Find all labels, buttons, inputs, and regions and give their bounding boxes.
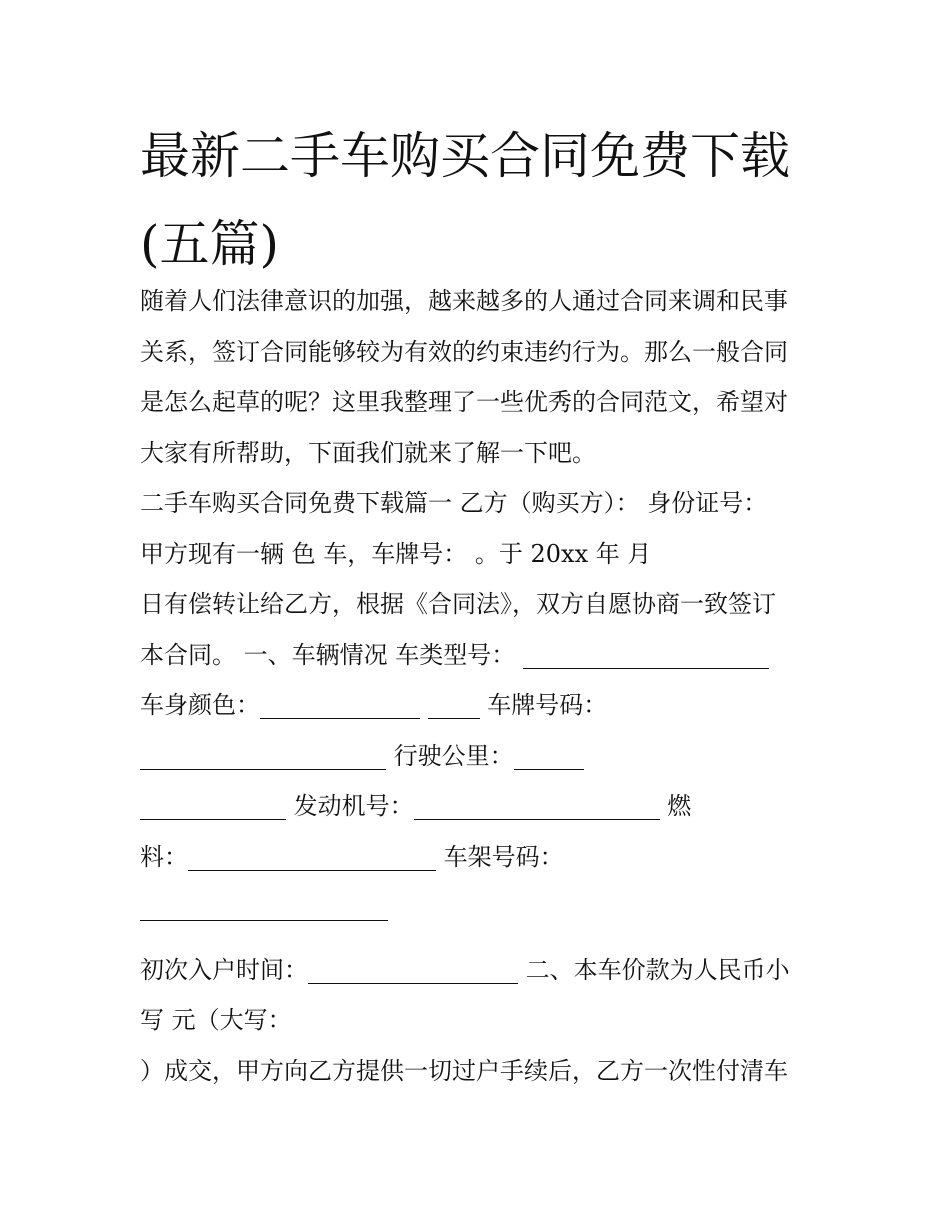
intro-line-2: 关系，签订合同能够较为有效的约束违约行为。那么一般合同 — [140, 337, 788, 366]
section1-line-5 — [140, 680, 830, 731]
fuel-blank — [188, 868, 436, 871]
plate-number-label: 车牌号码： — [487, 691, 608, 719]
mileage-blank-2 — [140, 817, 286, 820]
fuel-label-start: 燃 — [667, 792, 692, 820]
mileage-blank — [514, 767, 584, 770]
engine-number-label: 发动机号： — [293, 792, 414, 820]
vehicle-type-label: 本合同。 一、车辆情况 车类型号： — [140, 640, 516, 669]
section1-line-3: 日有偿转让给乙方，根据《合同法》，双方自愿协商一致签订 — [140, 590, 776, 618]
frame-number-label: 车架号码： — [443, 842, 564, 871]
spacer — [140, 933, 830, 945]
section1-line-9 — [140, 882, 830, 933]
intro-line-1: 随着人们法律意识的加强，越来越多的人通过合同来调和民事 — [140, 287, 788, 315]
intro-line-4: 大家有所帮助，下面我们就来了解一下吧。 — [140, 438, 596, 467]
section1-line-4 — [140, 630, 830, 681]
mileage-label: 行驶公里： — [393, 741, 514, 770]
title-line-1: 最新二手车购买合同免费下载 — [140, 127, 790, 185]
section1-line-7 — [140, 781, 830, 832]
frame-number-blank — [140, 918, 388, 921]
body-color-blank — [260, 716, 420, 719]
section1-line-11: 写 元（大写： — [140, 1006, 292, 1034]
first-registration-label: 初次入户时间： — [140, 955, 308, 984]
document-title — [140, 112, 820, 288]
section1-line-8 — [140, 832, 830, 883]
plate-number-blank — [140, 767, 386, 770]
body-color-blank-2 — [428, 716, 480, 719]
section1-line-6 — [140, 731, 830, 782]
section1-line-10 — [140, 945, 830, 996]
section1-line-12: ）成交，甲方向乙方提供一切过户手续后，乙方一次性付清车 — [140, 1056, 788, 1085]
document-body — [140, 276, 830, 1096]
first-registration-blank — [308, 981, 518, 984]
intro-line-3: 是怎么起草的呢？这里我整理了一些优秀的合同范文，希望对 — [140, 388, 788, 416]
fuel-label-end: 料： — [140, 842, 188, 871]
title-line-2: (五篇) — [140, 215, 280, 273]
body-color-label: 车身颜色： — [140, 691, 260, 719]
vehicle-type-blank — [523, 666, 769, 669]
engine-number-blank — [414, 817, 660, 820]
section1-line-1: 二手车购买合同免费下载篇一 乙方（购买方）： 身份证号： — [140, 489, 768, 517]
price-clause-start: 二、本车价款为人民币小 — [525, 955, 790, 984]
section1-line-2: 甲方现有一辆 色 车，车牌号： 。于 20xx 年 月 — [140, 539, 652, 568]
